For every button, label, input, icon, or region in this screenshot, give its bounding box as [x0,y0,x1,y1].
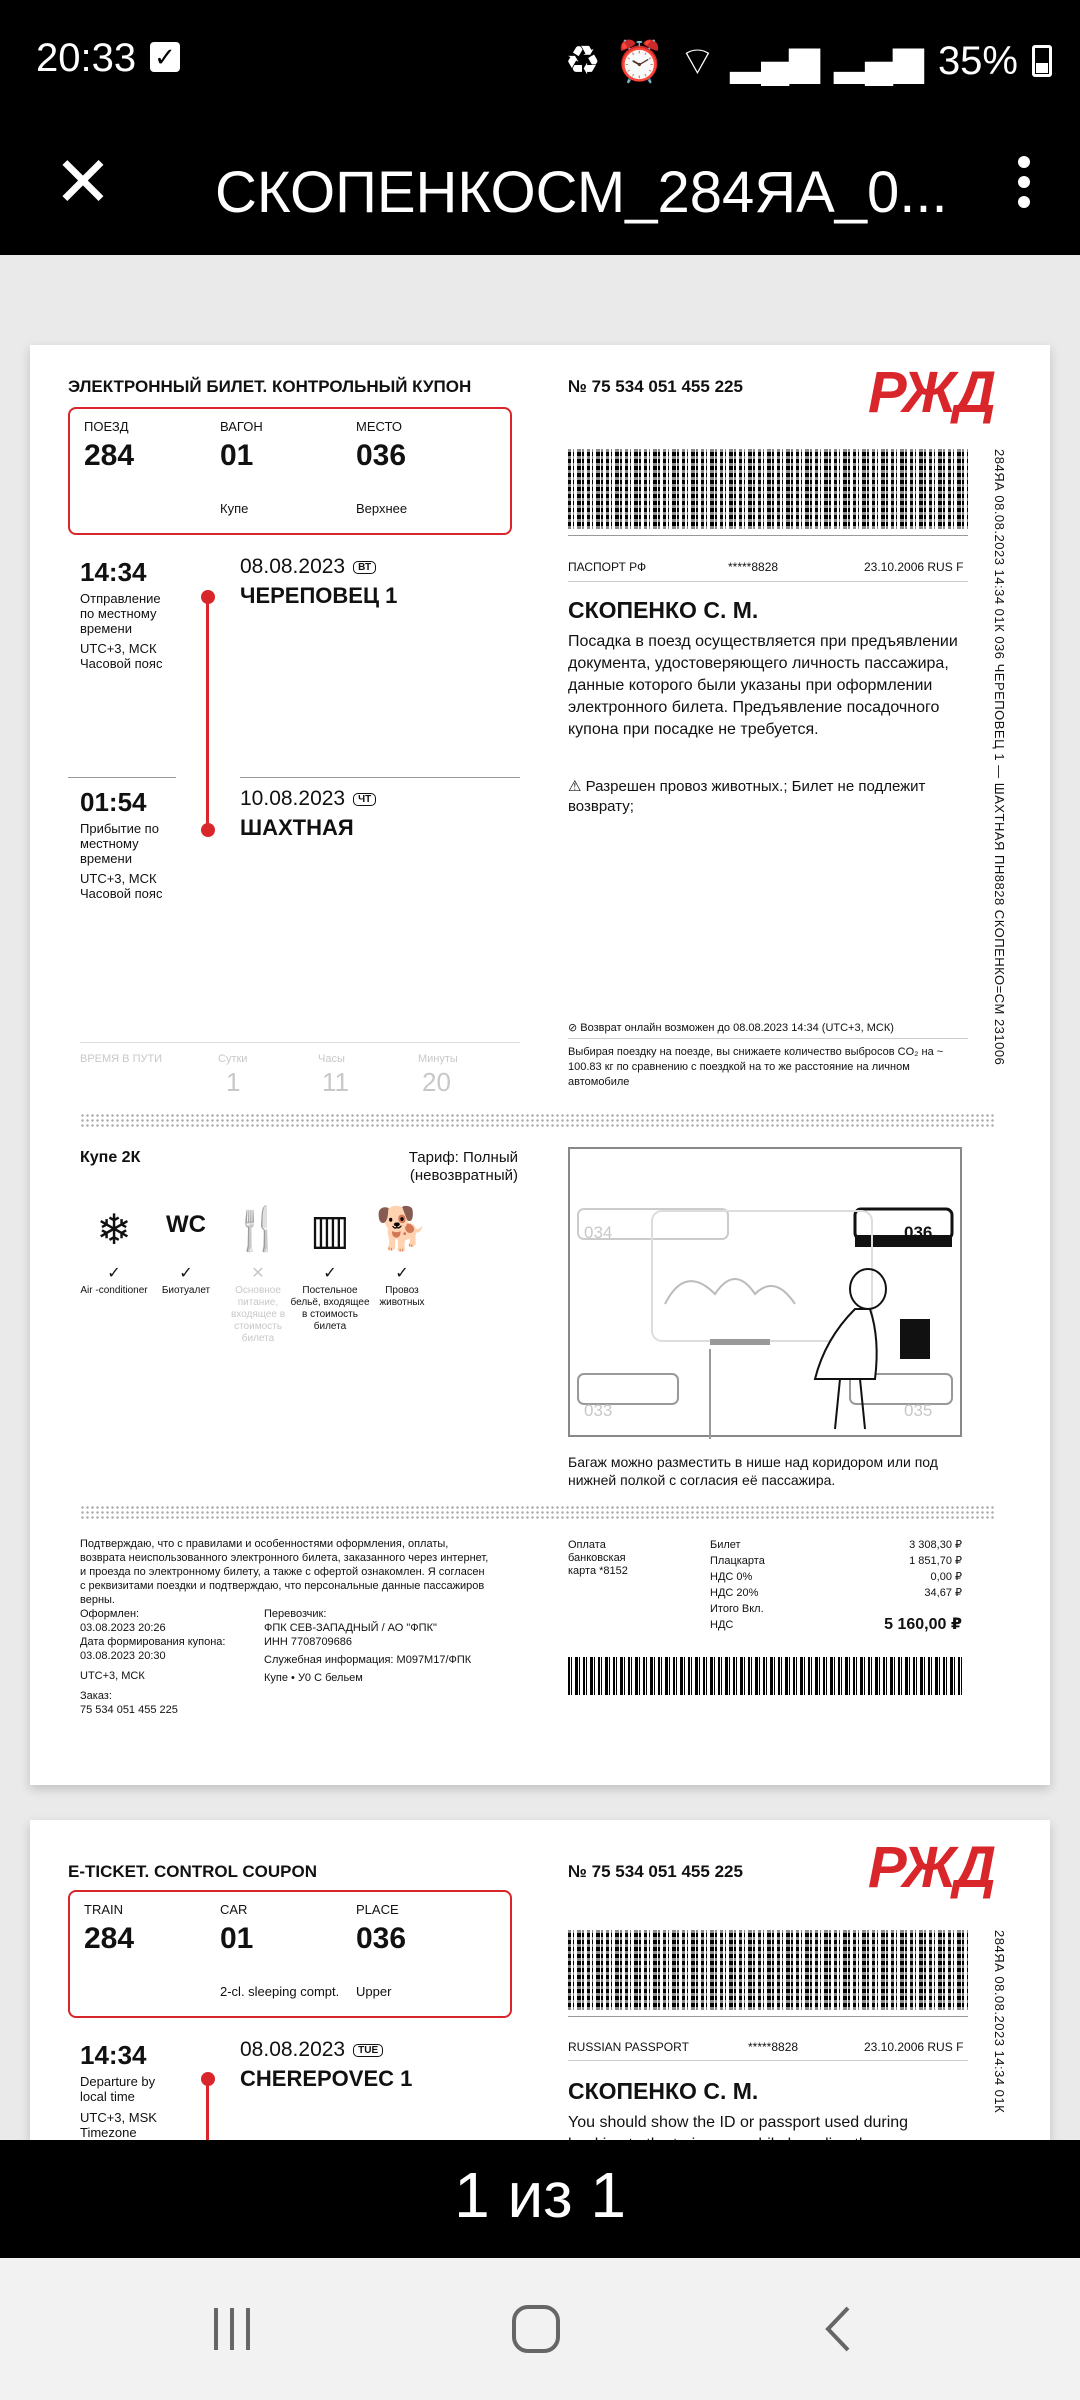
luggage-info: Багаж можно разместить в нише над коридором или под нижней полкой с согласия её пассажира. [568,1454,938,1488]
price-value: 0,00 ₽ [930,1571,962,1583]
service-label: Постельное бельё, входящее в стоимость билета [290,1285,370,1332]
issued-date: 03.08.2023 20:26 [80,1622,166,1634]
arrival-date-row [240,787,376,811]
divider [568,581,968,582]
car-type: Купе [220,501,249,516]
ticket-page-ru [30,345,1050,1785]
service-label: Провоз животных [379,1285,425,1308]
app-bar [0,120,1080,255]
place-label: МЕСТО [356,419,402,434]
rzd-logo: РЖД [868,360,995,425]
price-value: 1 851,70 ₽ [909,1555,962,1567]
service-info: Служебная информация: М097М17/ФПК [264,1654,472,1666]
price-label: Билет [710,1539,741,1551]
departure-timezone: UTC+3, МСК Часовой пояс [80,641,163,671]
document-title: СКОПЕНКОСМ_284ЯА_0... [215,160,948,225]
battery-percent: 35% [937,38,1018,83]
home-icon[interactable] [510,2302,564,2356]
arrival-timezone: UTC+3, МСК Часовой пояс [80,871,163,901]
page-indicator: 1 из 1 [454,2159,626,2231]
arrival-day-badge: ЧТ [353,793,376,806]
battery-saver-icon: ♻ [564,39,601,83]
status-icons [565,36,1052,86]
place-type: Upper [356,1984,392,1999]
place-number: 036 [356,1922,407,1955]
document-type-en: RUSSIAN PASSPORT [568,2040,689,2054]
departure-day-badge: TUE [353,2044,383,2057]
dotted-separator [80,1505,996,1521]
divider [568,1038,968,1039]
arrival-dot [201,823,215,837]
page-indicator-bar [0,2140,1080,2258]
coupe-info: Купе • У0 С бельем [264,1672,363,1684]
service-label: Биотуалет [161,1285,211,1296]
consent-text: Подтверждаю, что с правилами и особенностями оформления, оплаты, возврата неиспользованного электронного билета, заказанного через интернет, и проезда по электронному билету, а также с офертой ознакомлен. Я согласен с реквизитами поездки и подтверждаю, что персональные данные пассажиров верны. [80,1538,489,1606]
service-check: ✓ [179,1265,193,1282]
system-navigation-bar [0,2258,1080,2400]
arrival-date: 10.08.2023 [240,787,346,810]
birth-date-en: 23.10.2006 RUS F [864,2040,964,2054]
service-check: ✓ [107,1265,121,1282]
tariff-label: Тариф: Полный (невозвратный) [408,1149,518,1184]
train-number: 284 [84,439,135,472]
coupon-timezone: UTC+3, МСК [80,1670,145,1682]
wc-icon: WC [166,1211,206,1238]
coupon-header-en: E-TICKET. CONTROL COUPON [68,1862,318,1881]
price-label: Плацкарта [710,1555,765,1567]
service-check: ✓ [323,1265,337,1282]
signal-2-icon: ▂▄▆ [834,39,924,83]
vertical-ticket-info: 284ЯА 08.08.2023 14:34 01К 036 ЧЕРЕПОВЕЦ 1 — ШАХТНАЯ ПН8828 СКОПЕНКО=СМ 231006 [992,449,1007,1066]
carrier-inn: ИНН 7708709686 [264,1636,353,1648]
departure-date: 08.08.2023 [240,555,346,578]
price-value: 3 308,30 ₽ [909,1539,962,1551]
minutes-label: Минуты [418,1053,458,1065]
boarding-info: Посадка в поезд осуществляется при предъявлении документа, удостоверяющего личность пассажира, данные которого были указаны при оформлении электронного билета. Предъявление посадочного купона при посадке не требуется. [568,633,958,738]
departure-date-row [240,555,376,579]
route-line [206,595,209,830]
back-icon[interactable] [818,2302,858,2356]
wifi-icon: ⌔ [678,40,717,84]
eco-info: Выбирая поездку на поезде, вы снижаете количество выбросов CO₂ на ~ 100.83 кг по сравнению с поездкой на то же расстояние на личном автомобиле [568,1046,944,1088]
issue-info [80,1607,250,1717]
car-number: 01 [220,439,254,472]
car-label: CAR [220,1902,248,1917]
service-label: Основное питание, входящее в стоимость билета [230,1285,286,1344]
order-number: 75 534 051 455 225 [80,1704,178,1716]
recent-apps-icon[interactable] [208,2302,256,2356]
departure-time: 14:34 [80,557,147,587]
passenger-name-en: СКОПЕНКО С. М. [568,2078,759,2104]
car-label: ВАГОН [220,419,263,434]
service-check: ✓ [395,1265,409,1282]
barcode-2d [568,1930,968,2010]
departure-timezone-en: UTC+3, MSK Timezone [80,2110,157,2140]
cutlery-icon: 🍴 [231,1205,285,1252]
bed-linen-icon: ▥ [310,1206,350,1253]
document-number-en: *****8828 [748,2040,799,2054]
divider [568,2016,968,2017]
carrier-name: ФПК СЕВ-ЗАПАДНЫЙ / АО "ФПК" [264,1622,437,1634]
order-label: Заказ: [80,1690,112,1702]
warning-text: ⚠ Разрешен провоз животных.; Билет не подлежит возврату; [568,778,926,815]
carrier-info [264,1607,524,1685]
price-label: НДС 0% [710,1571,753,1583]
seat-number-034: 034 [584,1223,613,1242]
train-label: ПОЕЗД [84,419,129,434]
total-label: Итого Вкл. НДС [710,1603,764,1631]
carrier-label: Перевозчик: [264,1608,327,1620]
departure-dot [201,2072,215,2086]
seat-number-035: 035 [904,1401,933,1420]
departure-note-en: Departure by local time [80,2074,156,2104]
refund-info: ⊘ Возврат онлайн возможен до 08.08.2023 14:34 (UTC+3, МСК) [568,1022,894,1034]
minutes-value: 20 [422,1067,451,1097]
birth-date: 23.10.2006 RUS F [864,560,964,574]
departure-dot [201,590,215,604]
barcode-2d [568,449,968,529]
divider [68,777,176,778]
arrival-station: ШАХТНАЯ [240,815,354,840]
status-bar [0,0,1080,120]
train-info-box [68,407,512,535]
more-options-icon[interactable] [1004,150,1044,220]
ticket-number-en: № 75 534 051 455 225 [568,1862,743,1881]
divider [568,535,968,536]
issued-label: Оформлен: [80,1608,140,1620]
coupon-date-label: Дата формирования купона: [80,1636,226,1648]
pdf-viewer[interactable] [0,255,1080,2140]
place-label: PLACE [356,1902,399,1917]
car-type: 2-cl. sleeping compt. [220,1984,340,1999]
passenger-name: СКОПЕНКО С. М. [568,597,759,623]
price-label: НДС 20% [710,1587,759,1599]
linear-barcode [568,1657,962,1695]
departure-note: Отправление по местному времени [80,591,161,636]
hours-label: Часы [318,1053,345,1065]
train-label: TRAIN [84,1902,123,1917]
close-icon[interactable]: ✕ [53,143,113,221]
arrival-note: Прибытие по местному времени [80,821,159,866]
price-breakdown [710,1537,962,1633]
place-type: Верхнее [356,501,408,516]
divider [240,777,520,778]
battery-icon [1032,45,1052,77]
coupon-date: 03.08.2023 20:30 [80,1650,166,1662]
days-value: 1 [226,1067,241,1097]
seat-number-033: 033 [584,1401,613,1420]
travel-time-label: ВРЕМЯ В ПУТИ [80,1053,163,1065]
snowflake-icon: ❄ [96,1206,132,1253]
divider [568,2060,968,2061]
departure-date-row-en [240,2038,383,2062]
seat-number-036: 036 [904,1223,933,1242]
total-price: 5 160,00 ₽ [884,1616,962,1633]
clock: 20:33 [36,36,137,80]
days-label: Сутки [218,1053,248,1065]
vertical-ticket-info-en: 284ЯА 08.08.2023 14:34 01К [992,1930,1007,2114]
coupon-header: ЭЛЕКТРОННЫЙ БИЛЕТ. КОНТРОЛЬНЫЙ КУПОН [68,377,472,396]
departure-time-en: 14:34 [80,2040,147,2070]
service-cross: ✕ [251,1265,265,1282]
train-info-box-en [68,1890,512,2018]
document-number: *****8828 [728,560,779,574]
divider [80,1042,520,1043]
payment-method: Оплата банковская карта *8152 [568,1539,628,1577]
signal-icon: ▂▄▆ [730,39,821,83]
hours-value: 11 [322,1067,349,1097]
car-number: 01 [220,1922,254,1955]
dotted-separator [80,1113,996,1129]
departure-station-en: CHEREPOVEC 1 [240,2066,413,2091]
price-value: 34,67 ₽ [924,1587,962,1599]
ticket-number: № 75 534 051 455 225 [568,377,743,396]
departure-day-badge: ВТ [353,561,376,574]
boarding-info-en: You should show the ID or passport used during [568,2114,909,2131]
document-type: ПАСПОРТ РФ [568,560,647,574]
departure-station: ЧЕРЕПОВЕЦ 1 [240,583,398,608]
notification-check-icon: ✓ [150,42,180,72]
pet-icon: 🐕 [375,1205,429,1252]
place-number: 036 [356,439,407,472]
arrival-time: 01:54 [80,787,147,817]
class-label: Купе 2К [80,1149,141,1166]
compartment-illustration [568,1147,962,1437]
rzd-logo: РЖД [868,1835,995,1900]
service-label: Air -conditioner [80,1285,148,1296]
train-number: 284 [84,1922,135,1955]
departure-date: 08.08.2023 [240,2038,346,2061]
alarm-icon: ⏰ [614,39,665,84]
